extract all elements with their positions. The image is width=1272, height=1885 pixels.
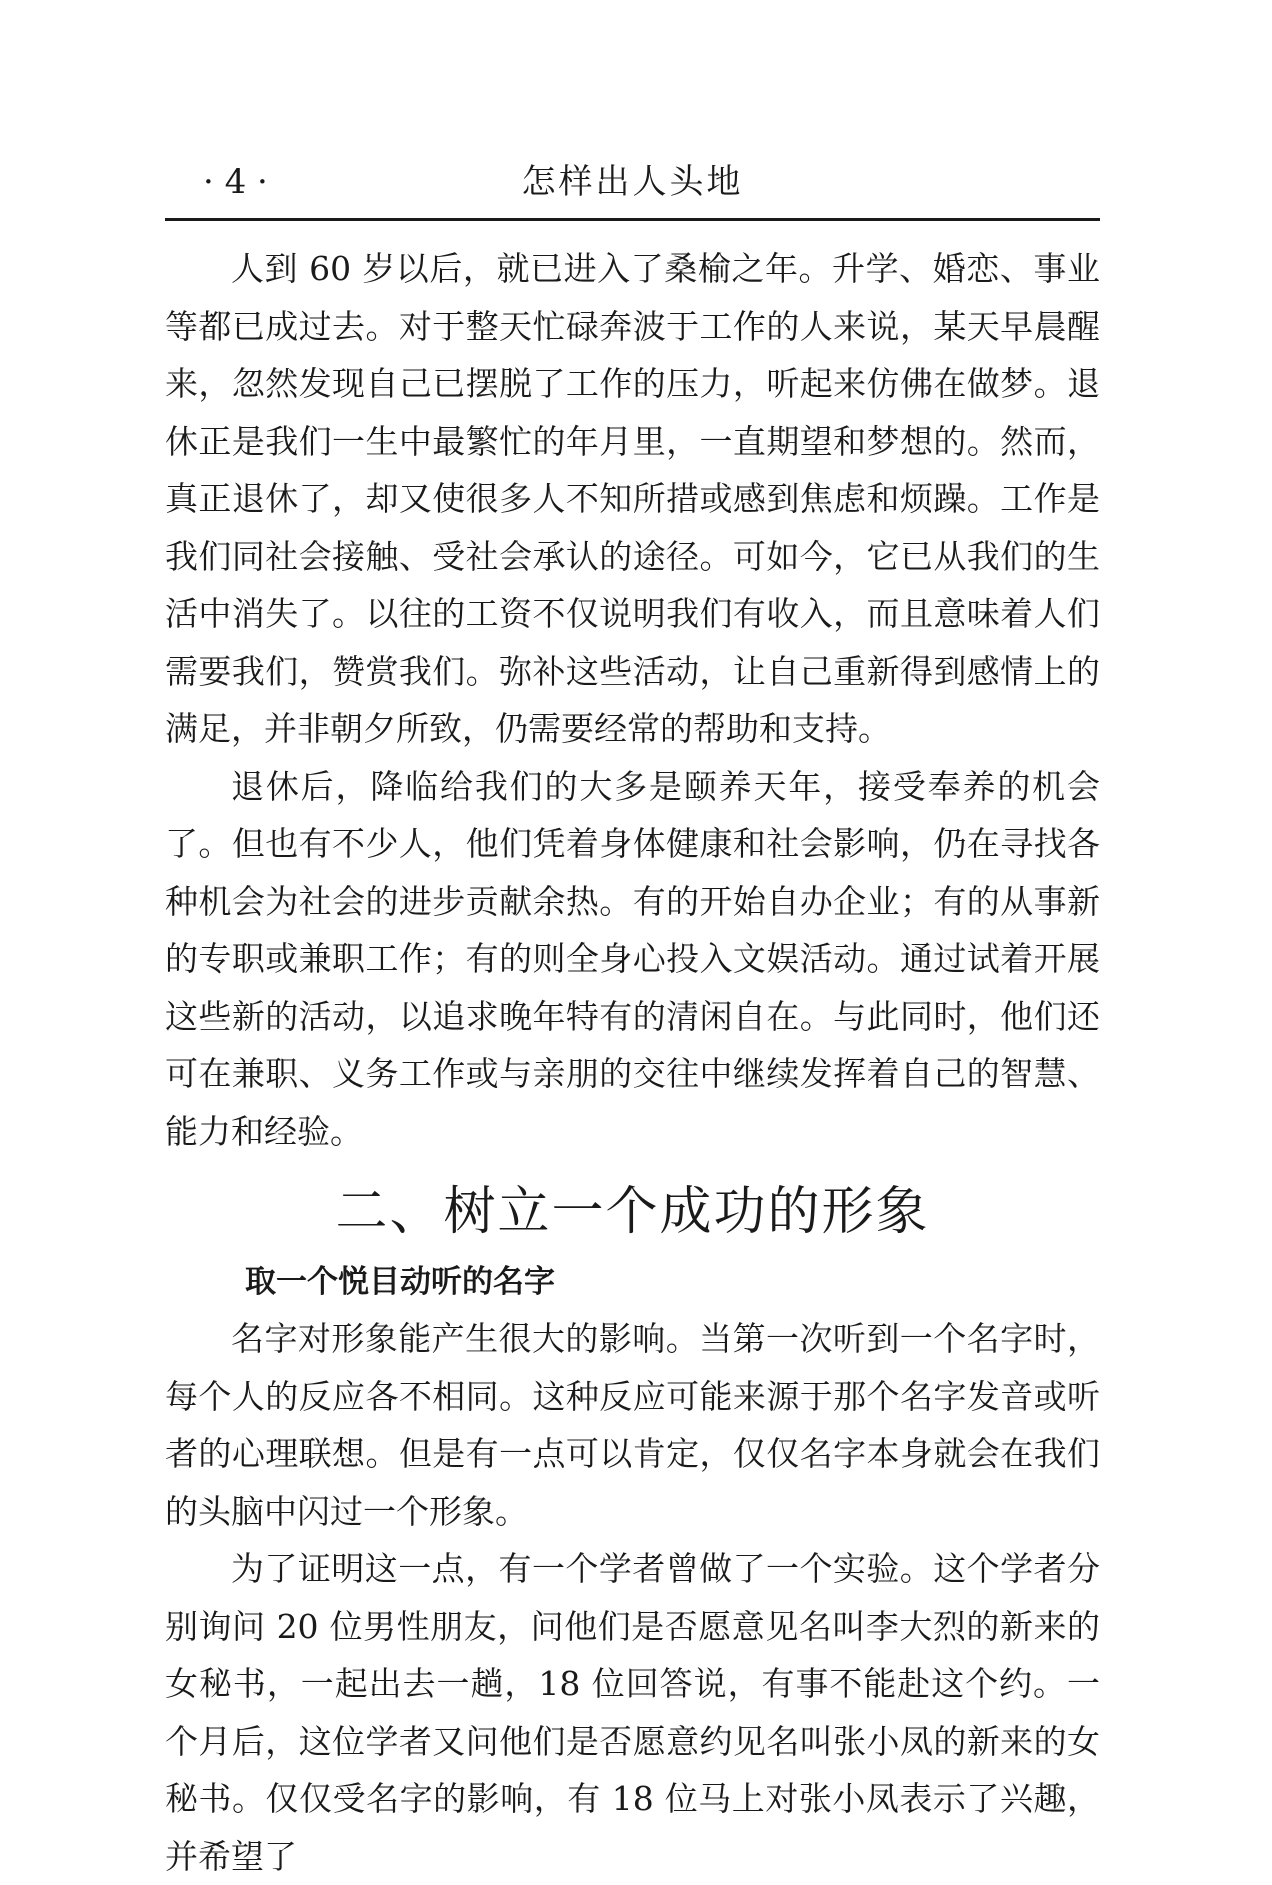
section-heading: 二、树立一个成功的形象 <box>335 1182 930 1242</box>
paragraph: 为了证明这一点，有一个学者曾做了一个实验。这个学者分别询问 20 位男性朋友，问他们是否愿意见名叫李大烈的新来的女秘书，一起出去一趟，18 位回答说，有事不能赴这个约。一个月后，这位学者又问他们是否愿意约见名叫张小凤的新来的女秘书。仅仅受名字的影响，有 18 位马上对张小凤表示了兴趣，并希望了 <box>165 1549 1100 1876</box>
header-rule <box>165 218 1100 221</box>
page-number: · 4 · <box>203 162 268 202</box>
paragraph: 名字对形象能产生很大的影响。当第一次听到一个名字时，每个人的反应各不相同。这种反应可能来源于那个名字发音或听者的心理联想。但是有一点可以肯定，仅仅名字本身就会在我们的头脑中闪过一个形象。 <box>165 1319 1100 1531</box>
subheading: 取一个悦目动听的名字 <box>245 1264 555 1300</box>
page-header <box>165 160 1100 222</box>
paragraph: 退休后，降临给我们的大多是颐养天年，接受奉养的机会了。但也有不少人，他们凭着身体健康和社会影响，仍在寻找各种机会为社会的进步贡献余热。有的开始自办企业；有的从事新的专职或兼职工作；有的则全身心投入文娱活动。通过试着开展这些新的活动，以追求晚年特有的清闲自在。与此同时，他们还可在兼职、义务工作或与亲朋的交往中继续发挥着自己的智慧、能力和经验。 <box>165 766 1100 1151</box>
body-text <box>165 240 1100 1885</box>
paragraph: 人到 60 岁以后，就已进入了桑榆之年。升学、婚恋、事业等都已成过去。对于整天忙碌奔波于工作的人来说，某天早晨醒来，忽然发现自己已摆脱了工作的压力，听起来仿佛在做梦。退休正是我们一生中最繁忙的年月里，一直期望和梦想的。然而，真正退休了，却又使很多人不知所措或感到焦虑和烦躁。工作是我们同社会接触、受社会承认的途径。可如今，它已从我们的生活中消失了。以往的工资不仅说明我们有收入，而且意味着人们需要我们，赞赏我们。弥补这些活动，让自己重新得到感情上的满足，并非朝夕所致，仍需要经常的帮助和支持。 <box>165 249 1100 748</box>
running-title: 怎样出人头地 <box>521 162 744 202</box>
